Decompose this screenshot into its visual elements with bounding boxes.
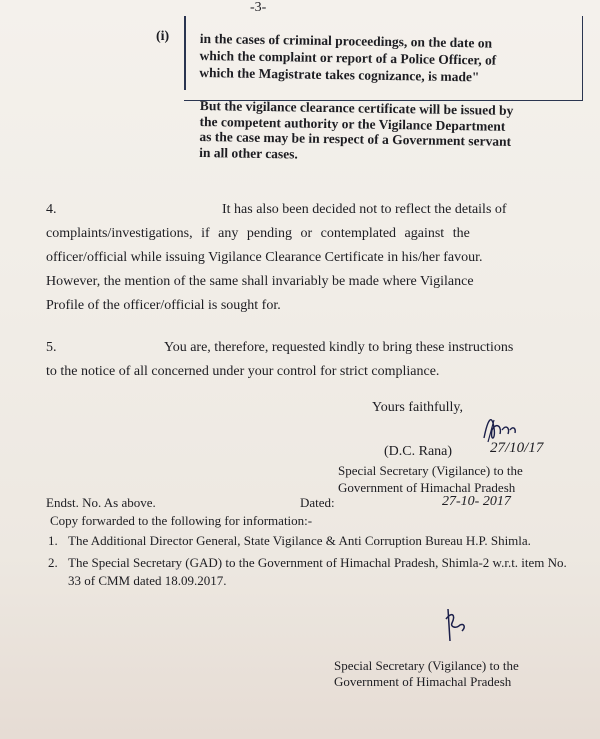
copy-forwarded-intro: Copy forwarded to the following for information:- xyxy=(50,513,313,528)
handwritten-date: 27/10/17 xyxy=(490,440,544,456)
list-item xyxy=(48,554,568,590)
highlight-box-left-bar xyxy=(184,16,186,90)
list-item xyxy=(48,532,568,550)
designation-line: Government of Himachal Pradesh xyxy=(334,674,512,689)
paragraph-number: 5. xyxy=(46,340,57,355)
list-item-number: 1. xyxy=(48,533,58,548)
proviso-line: But the vigilance clearance certificate will be issued by xyxy=(199,98,514,118)
paragraph-line: It has also been decided not to reflect the details of xyxy=(222,202,507,217)
paragraph-line: complaints/investigations, if any pending or contemplated against the xyxy=(46,226,470,241)
page-number: -3- xyxy=(250,0,267,15)
clause-label: (i) xyxy=(156,29,170,44)
dated-value: 27-10- 2017 xyxy=(442,494,511,509)
boxed-line: in the cases of criminal proceedings, on the date on xyxy=(199,30,493,51)
list-item-text: The Additional Director General, State Vigilance & Anti Corruption Bureau H.P. Shimla. xyxy=(68,533,531,548)
proviso-line: the competent authority or the Vigilance Department xyxy=(199,113,506,134)
paragraph-line: to the notice of all concerned under your control for strict compliance. xyxy=(46,364,440,379)
paragraph-4 xyxy=(46,198,572,318)
boxed-line: which the Magistrate takes cognizance, is made" xyxy=(199,64,480,85)
paragraph-line: You are, therefore, requested kindly to bring these instructions xyxy=(164,340,514,355)
boxed-line: which the complaint or report of a Police Officer, of xyxy=(199,47,497,68)
endorsement-number: Endst. No. As above. xyxy=(46,495,156,510)
footer-designation xyxy=(334,658,519,690)
proviso-line: as the case may be in respect of a Government servant xyxy=(199,128,512,149)
paragraph-line: Profile of the officer/official is sought for. xyxy=(46,298,281,313)
recipient-list xyxy=(48,532,568,594)
dated-label: Dated: xyxy=(300,495,335,510)
signatory-name: (D.C. Rana) xyxy=(384,444,453,459)
boxed-clause-text xyxy=(199,30,580,87)
proviso-line: in all other cases. xyxy=(199,144,299,162)
proviso-text xyxy=(199,98,580,166)
closing: Yours faithfully, xyxy=(372,400,464,415)
paragraph-line: officer/official while issuing Vigilance Clearance Certificate in his/her favour. xyxy=(46,250,483,265)
designation-line: Government of Himachal Pradesh xyxy=(338,480,516,495)
paragraph-line: However, the mention of the same shall invariably be made where Vigilance xyxy=(46,274,474,289)
designation-line: Special Secretary (Vigilance) to the xyxy=(334,658,519,673)
list-item-text: The Special Secretary (GAD) to the Government of Himachal Pradesh, Shimla-2 w.r.t. item No. 33 of CMM dated 18.09.2017. xyxy=(68,555,567,588)
paragraph-number: 4. xyxy=(46,202,57,217)
signatory-designation xyxy=(338,462,523,496)
initials-signature xyxy=(440,605,480,645)
list-item-number: 2. xyxy=(48,555,58,570)
designation-line: Special Secretary (Vigilance) to the xyxy=(338,463,523,478)
paragraph-5 xyxy=(46,336,572,384)
